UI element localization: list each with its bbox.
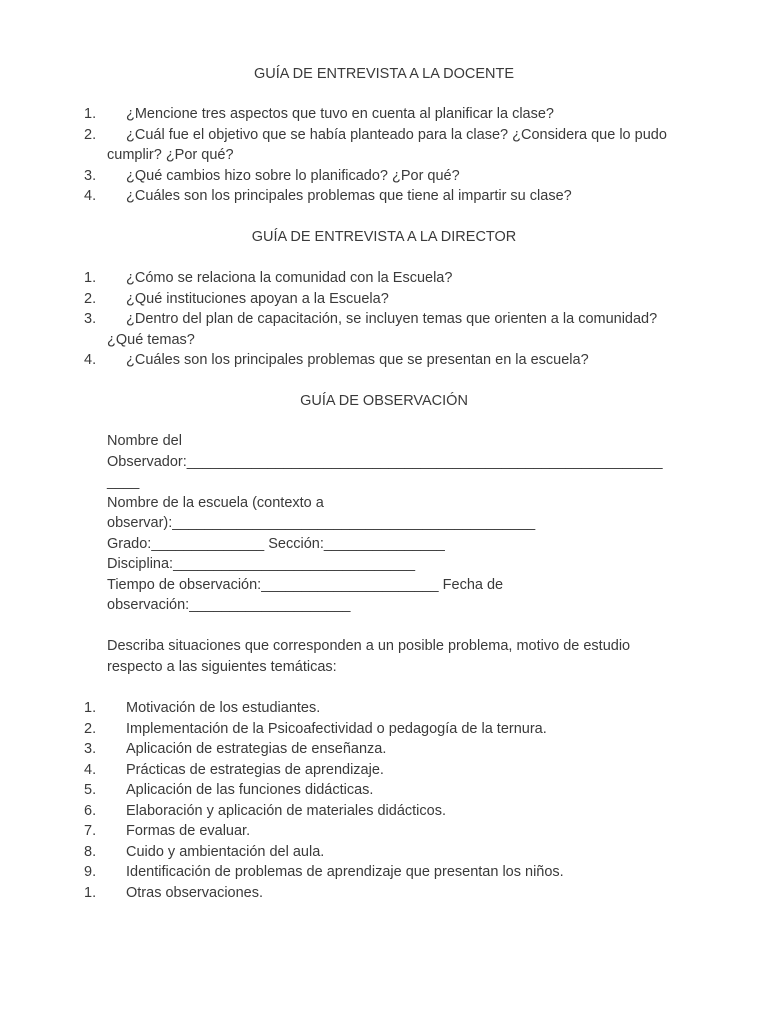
- observation-form: [107, 431, 667, 616]
- list-item: [0, 186, 667, 207]
- item-number: 2.: [84, 290, 97, 307]
- list-item: [0, 760, 667, 781]
- list-item: [0, 166, 667, 187]
- item-text: ¿Qué cambios hizo sobre lo planificado? ¿Por qué?: [126, 167, 460, 184]
- list-item: [0, 821, 667, 842]
- item-number: 1.: [84, 884, 97, 901]
- list-item: [0, 739, 667, 760]
- list-item: [0, 309, 667, 350]
- item-text: Aplicación de estrategias de enseñanza.: [126, 741, 387, 757]
- item-text: ¿Dentro del plan de capacitación, se incluyen temas que orienten a la comunidad? ¿Qué temas?: [107, 311, 658, 348]
- item-text: Elaboración y aplicación de materiales didácticos.: [126, 802, 446, 819]
- item-text: Cuido y ambientación del aula.: [126, 843, 325, 860]
- item-number: 6.: [84, 802, 97, 819]
- item-number: 1.: [84, 700, 97, 716]
- school-name-field: observar):_____________________________________________: [107, 515, 536, 531]
- item-number: 1.: [84, 270, 97, 286]
- item-text: Identificación de problemas de aprendizaje que presentan los niños.: [126, 864, 564, 880]
- list-item: [0, 268, 667, 289]
- observer-name-field: Observador:___________________________________________________________: [107, 453, 663, 470]
- docente-questions-list: [0, 104, 768, 207]
- item-number: 9.: [84, 864, 97, 880]
- list-item: [0, 801, 667, 822]
- item-text: Implementación de la Psicoafectividad o pedagogía de la ternura.: [126, 720, 547, 737]
- item-text: ¿Qué instituciones apoyan a la Escuela?: [126, 290, 389, 307]
- discipline-field: Disciplina:______________________________: [107, 556, 416, 572]
- docente-interview-title: GUÍA DE ENTREVISTA A LA DOCENTE: [253, 66, 514, 82]
- item-number: 3.: [84, 167, 97, 184]
- item-number: 5.: [84, 782, 97, 798]
- item-text: ¿Cómo se relaciona la comunidad con la Escuela?: [126, 270, 453, 286]
- list-item: [0, 883, 667, 904]
- form-line: Nombre de la escuela (contexto a: [107, 494, 324, 511]
- item-number: 4.: [84, 761, 97, 778]
- director-interview-title: GUÍA DE ENTREVISTA A LA DIRECTOR: [251, 229, 517, 245]
- item-number: 1.: [84, 106, 97, 122]
- list-item: [0, 842, 667, 863]
- item-text: Motivación de los estudiantes.: [126, 700, 321, 716]
- director-questions-list: [0, 268, 768, 371]
- form-line: ____: [107, 474, 140, 490]
- observation-time-field: Tiempo de observación:______________________ Fecha de: [107, 576, 504, 593]
- item-text: Aplicación de las funciones didácticas.: [126, 782, 374, 798]
- item-number: 2.: [84, 720, 97, 737]
- list-item: [0, 719, 667, 740]
- observation-guide-title: GUÍA DE OBSERVACIÓN: [300, 393, 468, 409]
- item-text: Otras observaciones.: [126, 884, 264, 901]
- form-line: Nombre del: [107, 433, 182, 449]
- item-text: Prácticas de estrategias de aprendizaje.: [126, 761, 384, 778]
- list-item: [0, 125, 667, 166]
- item-number: 3.: [84, 311, 97, 327]
- list-item: [0, 780, 667, 801]
- item-text: ¿Cuáles son los principales problemas que se presentan en la escuela?: [126, 352, 589, 368]
- list-item: [0, 289, 667, 310]
- list-item: [0, 862, 667, 883]
- item-number: 4.: [84, 188, 97, 204]
- list-item: [0, 104, 667, 125]
- observation-date-field: observación:____________________: [107, 597, 351, 613]
- item-text: ¿Cuáles son los principales problemas que tiene al impartir su clase?: [126, 188, 572, 204]
- item-text: Formas de evaluar.: [126, 823, 251, 839]
- observation-topics-list: [0, 698, 768, 903]
- list-item: [0, 698, 667, 719]
- list-item: [0, 350, 667, 371]
- item-text: ¿Mencione tres aspectos que tuvo en cuenta al planificar la clase?: [126, 106, 554, 122]
- item-number: 8.: [84, 843, 97, 860]
- item-text: ¿Cuál fue el objetivo que se había planteado para la clase? ¿Considera que lo pudo cumplir? ¿Por qué?: [107, 126, 667, 163]
- item-number: 2.: [84, 126, 97, 143]
- grade-section-field: Grado:______________ Sección:_______________: [107, 535, 445, 552]
- item-number: 7.: [84, 823, 97, 839]
- observation-instructions: Describa situaciones que corresponden a un posible problema, motivo de estudio respecto a las siguientes temáticas:: [107, 638, 631, 675]
- item-number: 3.: [84, 741, 97, 757]
- item-number: 4.: [84, 352, 97, 368]
